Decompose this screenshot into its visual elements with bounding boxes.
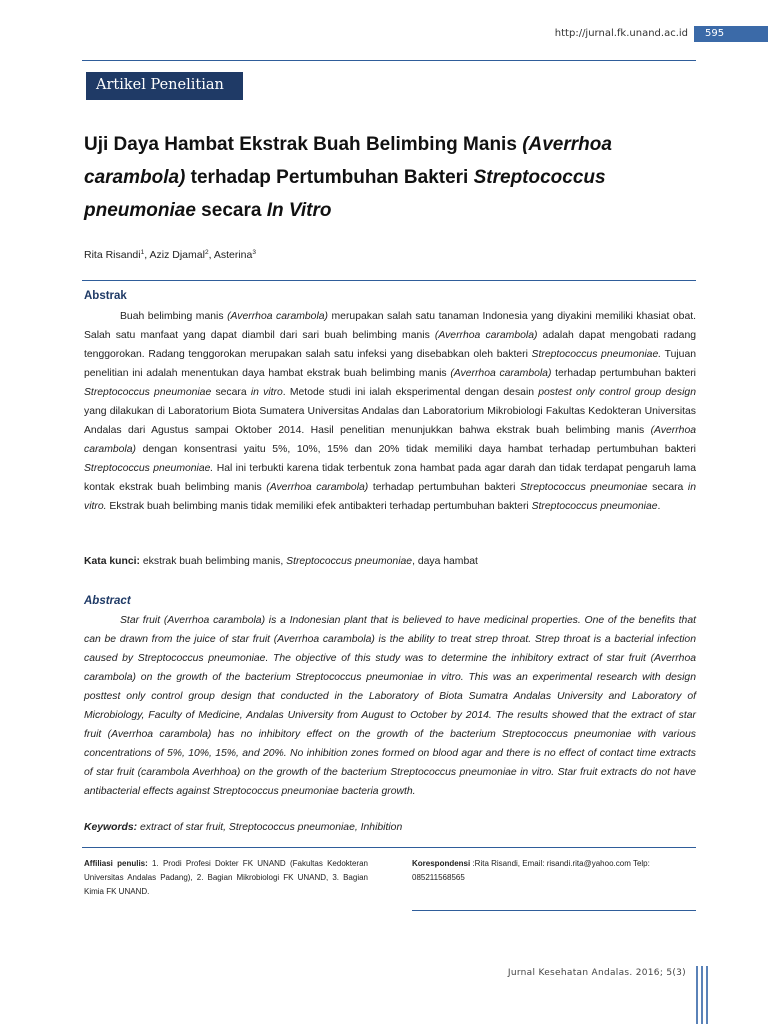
abstract-heading: Abstract <box>84 595 131 607</box>
abstrak-text-segment: Hal ini terbukti karena tidak terbentuk zona hambat pada agar darah dan tidak terdapat pengaruh lama kontak ekstrak buah belimbing manis <box>84 463 696 493</box>
kata-kunci-segment: , daya hambat <box>412 556 478 567</box>
abstrak-text-segment: (Averrhoa carambola) <box>84 425 696 455</box>
abstrak-text-segment: Streptococcus pneumoniae <box>84 387 212 398</box>
abstrak-text-segment: Streptococcus pneumoniae <box>519 482 648 493</box>
author-separator: , <box>208 249 214 261</box>
abstrak-text-segment: in vitro <box>250 387 283 398</box>
title-part: Streptococcus pneumoniae <box>84 167 606 221</box>
correspondence-text: :Rita Risandi, Email: risandi.rita@yahoo.com Telp: 085211568565 <box>412 859 650 882</box>
keywords-label: Keywords: <box>84 822 138 833</box>
abstrak-text-segment: adalah dapat mengobati radang tenggorokan. Radang tenggorokan merupakan salah satu infeksi yang disebabkan oleh bakteri <box>84 330 696 360</box>
abstrak-text-segment: Streptococcus pneumoniae. <box>531 349 662 360</box>
journal-url[interactable]: http://jurnal.fk.unand.ac.id <box>554 28 688 39</box>
author-affiliation-mark: 2 <box>204 249 209 256</box>
abstrak-text-segment: Tujuan penelitian ini adalah menentukan daya hambat ekstrak buah belimbing manis <box>84 349 696 379</box>
affiliation-text: 1. Prodi Profesi Dokter FK UNAND (Fakultas Kedokteran Universitas Andalas Padang), 2. Bagian Mikrobiologi FK UNAND, 3. Bagian Kimia FK UNAND. <box>84 859 368 896</box>
title-part: Uji Daya Hambat Ekstrak Buah Belimbing Manis <box>84 134 523 155</box>
abstrak-text-segment: . Metode studi ini ialah eksperimental dengan desain <box>282 387 539 398</box>
abstrak-text-segment: (Averrhoa carambola) <box>266 482 369 493</box>
footer-decor-bar <box>696 966 698 1024</box>
title-part: terhadap Pertumbuhan Bakteri <box>185 167 474 188</box>
abstrak-text-segment: terhadap pertumbuhan bakteri <box>551 368 696 379</box>
abstrak-heading: Abstrak <box>84 290 127 302</box>
author-affiliation <box>84 857 368 899</box>
kata-kunci-label: Kata kunci: <box>84 556 141 567</box>
abstrak-text-segment: Buah belimbing manis <box>120 311 228 322</box>
abstrak-text-segment: merupakan salah satu tanaman Indonesia yang diyakini memiliki khasiat obat. Salah satu manfaat yang dapat diambil dari sari buah belimbing manis <box>84 311 696 341</box>
correspondence-divider <box>412 910 696 911</box>
abstrak-text-segment: terhadap pertumbuhan bakteri <box>368 482 520 493</box>
abstrak-text-segment: secara <box>647 482 688 493</box>
author-name: Rita Risandi <box>84 249 141 261</box>
page-number-badge: 595 <box>694 26 768 42</box>
article-type-tag: Artikel Penelitian <box>86 72 243 100</box>
kata-kunci-segment: Streptococcus pneumoniae <box>286 556 413 567</box>
correspondence <box>412 857 696 885</box>
abstrak-text-segment: secara <box>211 387 251 398</box>
section-divider <box>82 280 696 281</box>
keywords-text: extract of star fruit, Streptococcus pneumoniae, Inhibition <box>137 822 403 833</box>
abstrak-text <box>84 307 696 516</box>
abstrak-text-segment: . <box>657 501 661 512</box>
footer-decor-bar <box>706 966 708 1024</box>
author-name: Asterina <box>213 249 253 261</box>
kata-kunci-segment: ekstrak buah belimbing manis, <box>140 556 287 567</box>
abstrak-text-segment: postest only control group design <box>538 387 696 398</box>
abstrak-text-segment: (Averrhoa carambola) <box>450 368 552 379</box>
author-separator: , <box>144 249 150 261</box>
author-affiliation-mark: 1 <box>140 249 145 256</box>
header-divider <box>82 60 696 61</box>
keywords <box>84 822 402 833</box>
author-list <box>84 249 256 261</box>
author-name: Aziz Djamal <box>149 249 205 261</box>
abstrak-text-segment: (Averrhoa carambola) <box>227 311 328 322</box>
abstrak-text-segment: Streptococcus pneumoniae <box>531 501 658 512</box>
kata-kunci <box>84 556 478 567</box>
abstrak-text-segment: yang dilakukan di Laboratorium Biota Sumatera Universitas Andalas dan Laboratorium Mikrobiologi Fakultas Kedokteran Universitas Andalas dari Agustus sampai Oktober 2014. Hasil penelitian menunjukkan bahwa ekstrak buah belimbing manis <box>84 406 696 436</box>
abstrak-text-segment: Ekstrak buah belimbing manis tidak memiliki efek antibakteri terhadap pertumbuhan bakteri <box>106 501 532 512</box>
correspondence-label: Korespondensi <box>412 859 471 868</box>
journal-citation: Jurnal Kesehatan Andalas. 2016; 5(3) <box>507 968 686 978</box>
title-part: In Vitro <box>266 200 332 221</box>
abstrak-text-segment: dengan konsentrasi yaitu 5%, 10%, 15% dan 20% tidak memiliki daya hambat terhadap pertumbuhan bakteri <box>135 444 696 455</box>
author-affiliation-mark: 3 <box>252 249 256 256</box>
footnote-divider <box>82 847 696 848</box>
abstract-body: Star fruit (Averrhoa carambola) is a Indonesian plant that is believed to have medicinal properties. One of the benefits that can be drawn from the juice of star fruit (Averrhoa carambola) is the ability to treat strep throat. Strep throat is a bacterial infection caused by Streptococcus pneumoniae. The objective of this study was to determine the inhibitory extract of star fruit (Averrhoa carambola) on the growth of the bacterium Streptococcus pneumoniae in vitro. This was an experimental research with design posttest only control group design that conducted in the Laboratory of Biota Sumatra Andalas University and Laboratory of Microbiology, Faculty of Medicine, Andalas University from August to October by 2014. The results showed that the extract of star fruit (Averrhoa carambola) has no inhibitory effect on the growth of the bacterium Streptococcus pneumoniae with various concentrations of 5%, 10%, 15%, and 20%. No inhibition zones formed on blood agar and there is no effect of contact time extracts of star fruit (carambola Averhhoa) on the growth of the bacterium Streptococcus pneumoniae in vitro. Star fruit extracts do not have antibacterial effects against Streptococcus pneumoniae bacteria growth. <box>84 615 696 797</box>
abstrak-text-segment: in vitro. <box>84 482 696 512</box>
abstrak-text-segment: (Averrhoa carambola) <box>434 330 538 341</box>
title-part: (Averrhoa carambola) <box>84 134 612 188</box>
title-part: secara <box>195 200 267 221</box>
affiliation-label: Affiliasi penulis: <box>84 859 148 868</box>
footer-decor-bar <box>701 966 703 1024</box>
abstract-text <box>84 611 696 801</box>
abstrak-text-segment: Streptococcus pneumoniae. <box>84 463 214 474</box>
article-title <box>84 128 684 227</box>
